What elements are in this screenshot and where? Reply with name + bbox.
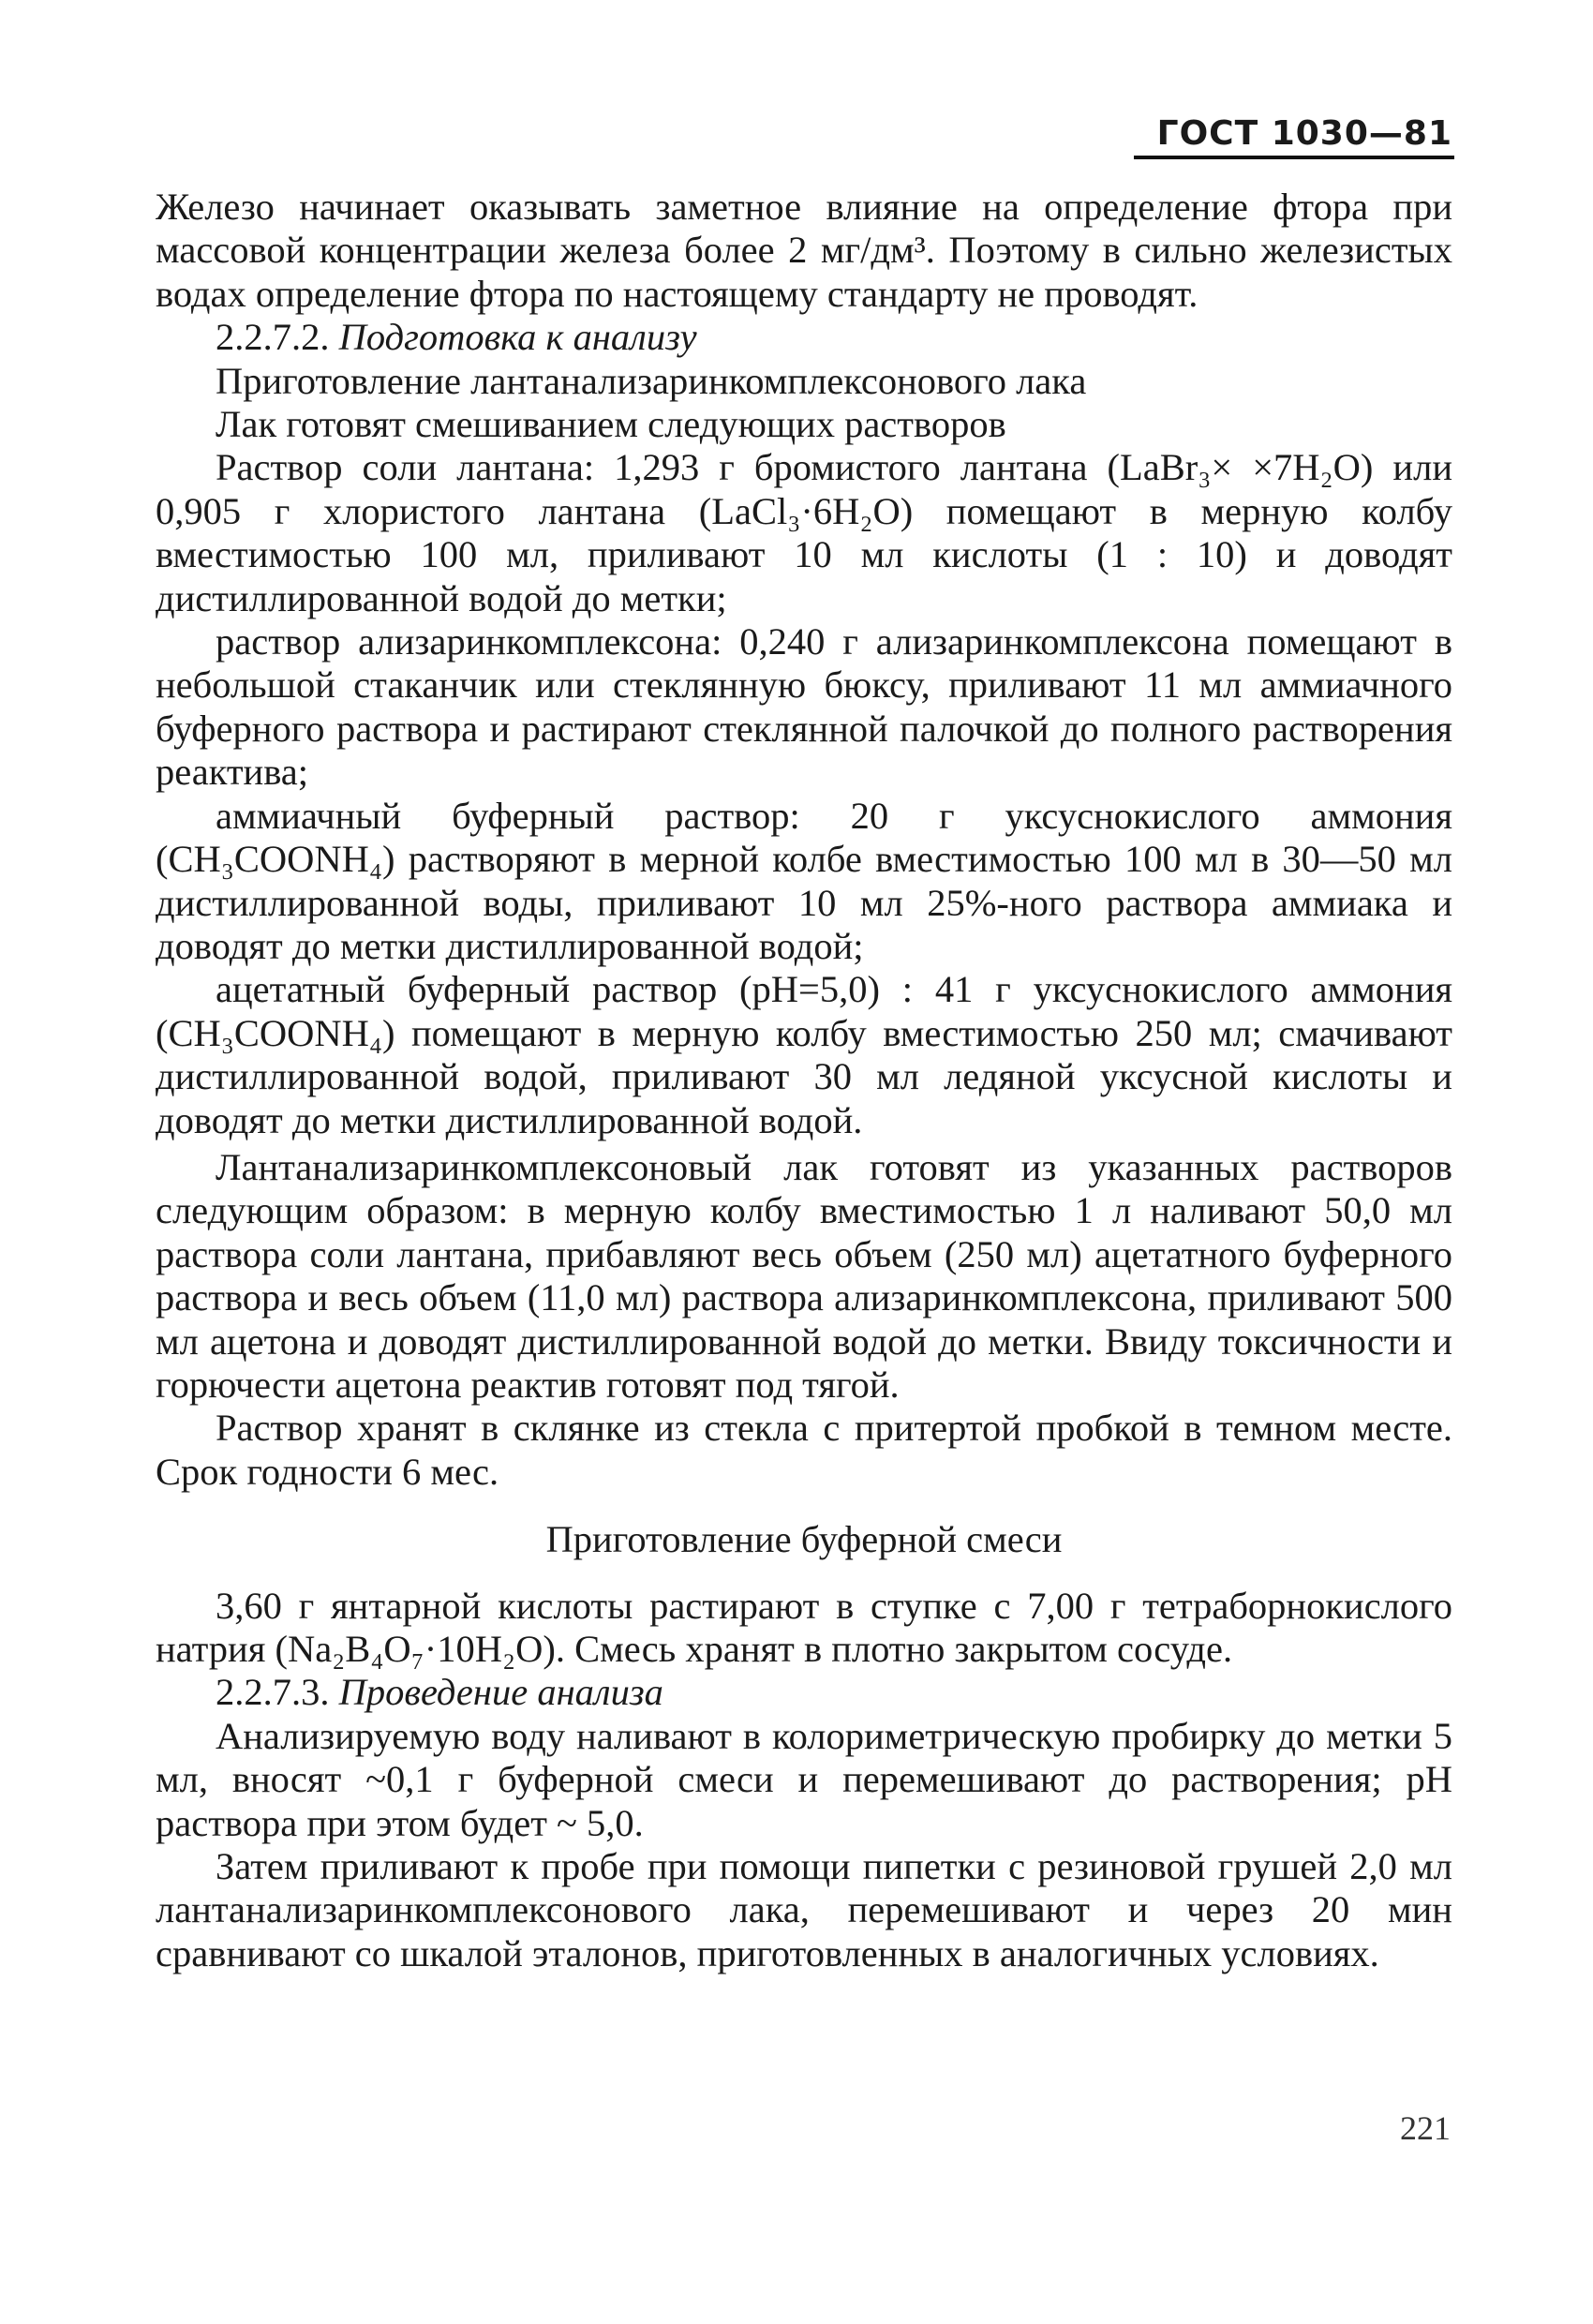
paragraph-acetate-buffer: ацетатный буферный раствор (pH=5,0) : 41 г уксуснокислого аммония (CH₃COONH₄) помещают в мерную колбу вместимостью 250 мл; смачивают дистиллированной водой, приливают 30 мл ледяной уксусной кислоты и доводят до метки дистиллированной водой. bbox=[156, 968, 1452, 1141]
page-number: 221 bbox=[1400, 2109, 1451, 2147]
paragraph-lak-preparation: Лантанализаринкомплексоновый лак готовят из указанных растворов следующим образом: в мерную колбу вместимостью 1 л наливают 50,0 мл раствора соли лантана, прибавляют весь объем (250 мл) ацетатного буферного раствора и весь объем (11,0 мл) раствора ализаринкомплексона, приливают 500 мл ацетона и доводят дистиллированной водой до метки. Ввиду токсичности и горючести ацетона реактив готовят под тягой. bbox=[156, 1145, 1452, 1406]
paragraph-analysis-step-2: Затем приливают к пробе при помощи пипетки с резиновой грушей 2,0 мл лантанализаринкомплексонового лака, перемешивают и через 20 мин сравнивают со шкалой эталонов, приготовленных в аналогичных условиях. bbox=[156, 1845, 1452, 1974]
section-number: 2.2.7.2. bbox=[216, 316, 330, 359]
paragraph-lak-title: Приготовление лантанализаринкомплексонового лака bbox=[216, 359, 1087, 402]
section-title: Подготовка к анализу bbox=[338, 316, 697, 359]
document-body bbox=[156, 186, 1452, 1975]
paragraph-lanthanum-solution: Раствор соли лантана: 1,293 г бромистого лантана (LaBr₃× ×7H₂O) или 0,905 г хлористого лантана (LaCl₃·6H₂O) помещают в мерную колбу вместимостью 100 мл, приливают 10 мл кислоты (1 : 10) и доводят дистиллированной водой до метки; bbox=[156, 446, 1452, 619]
paragraph-iron-influence: Железо начинает оказывать заметное влияние на определение фтора при массовой концентрации железа более 2 мг/дм³. Поэтому в сильно железистых водах определение фтора по настоящему стандарту не проводят. bbox=[156, 186, 1452, 315]
buffer-mix-title: Приготовление буферной смеси bbox=[545, 1518, 1063, 1561]
header-rule bbox=[1134, 156, 1454, 159]
paragraph-analysis-step-1: Анализируемую воду наливают в колориметрическую пробирку до метки 5 мл, вносят ~0,1 г буферной смеси и перемешивают до растворения; pH раствора при этом будет ~ 5,0. bbox=[156, 1714, 1452, 1844]
standard-header: ГОСТ 1030—81 bbox=[1156, 114, 1452, 153]
paragraph-alizarin-solution: раствор ализаринкомплексона: 0,240 г ализаринкомплексона помещают в небольшой стаканчик или стеклянную бюксу, приливают 11 мл аммиачного буферного раствора и растирают стеклянной палочкой до полного растворения реактива; bbox=[156, 620, 1452, 794]
paragraph-ammonia-buffer: аммиачный буферный раствор: 20 г уксуснокислого аммония (CH₃COONH₄) растворяют в мерной колбе вместимостью 100 мл в 30—50 мл дистиллированной воды, приливают 10 мл 25%-ного раствора аммиака и доводят до метки дистиллированной водой; bbox=[156, 794, 1452, 967]
paragraph-lak-intro: Лак готовят смешиванием следующих растворов bbox=[216, 403, 1006, 446]
section-title: Проведение анализа bbox=[338, 1671, 663, 1714]
section-2-2-7-2-heading bbox=[156, 316, 1452, 359]
paragraph-storage: Раствор хранят в склянке из стекла с притертой пробкой в темном месте. Срок годности 6 мес. bbox=[156, 1407, 1452, 1493]
paragraph-buffer-mix: 3,60 г янтарной кислоты растирают в ступке с 7,00 г тетраборнокислого натрия (Na₂B₄O₇·10H₂O). Смесь хранят в плотно закрытом сосуде. bbox=[156, 1584, 1452, 1670]
section-number: 2.2.7.3. bbox=[216, 1671, 330, 1714]
section-2-2-7-3-heading bbox=[156, 1671, 1452, 1714]
